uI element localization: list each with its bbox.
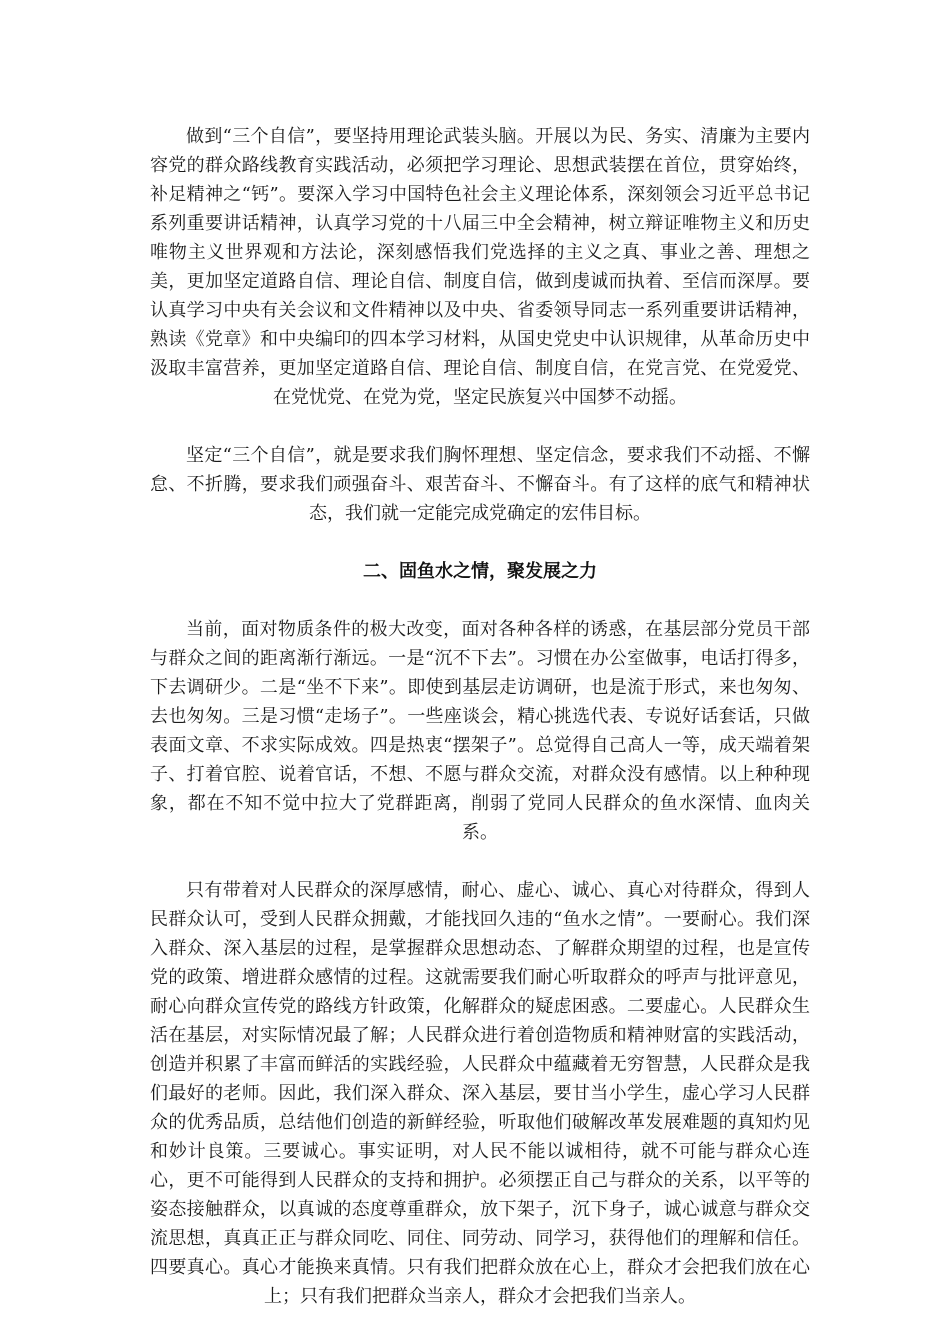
paragraph-gap — [150, 586, 810, 615]
document-body — [150, 122, 810, 1311]
section-heading: 二、固鱼水之情，聚发展之力 — [363, 561, 597, 582]
paragraph-three-confidences-theory: 做到“三个自信”，要坚持用理论武装头脑。开展以为民、务实、清廉为主要内容党的群众路线教育实践活动，必须把学习理论、思想武装摆在首位，贯穿始终，补足精神之“钙”。要深入学习中国特色社会主义理论体系，深刻领会习近平总书记系列重要讲话精神，认真学习党的十八届三中全会精神，树立辩证唯物主义和历史唯物主义世界观和方法论，深刻感悟我们党选择的主义之真、事业之善、理想之美，更加坚定道路自信、理论自信、制度自信，做到虔诚而执着、至信而深厚。要认真学习中央有关会议和文件精神以及中央、省委领导同志一系列重要讲话精神，熟读《党章》和中央编印的四本学习材料，从国史党史中认识规律，从革命历史中汲取丰富营养，更加坚定道路自信、理论自信、制度自信，在党言党、在党爱党、在党忧党、在党为党，坚定民族复兴中国梦不动摇。 — [150, 126, 810, 408]
paragraph-gap — [150, 528, 810, 557]
paragraph-gap — [150, 847, 810, 876]
paragraph-current-problems: 当前，面对物质条件的极大改变，面对各种各样的诱惑，在基层部分党员干部与群众之间的距离渐行渐远。一是“沉不下去”。习惯在办公室做事，电话打得多，下去调研少。二是“坐不下来”。即使到基层走访调研，也是流于形式，来也匆匆、去也匆匆。三是习惯“走场子”。一些座谈会，精心挑选代表、专说好话套话，只做表面文章、不求实际成效。四是热衷“摆架子”。总觉得自己高人一等，成天端着架子、打着官腔、说着官话，不想、不愿与群众交流，对群众没有感情。以上种种现象，都在不知不觉中拉大了党群距离，削弱了党同人民群众的鱼水深情、血肉关系。 — [150, 619, 810, 843]
paragraph-three-confidences-goal: 坚定“三个自信”，就是要求我们胸怀理想、坚定信念，要求我们不动摇、不懈怠、不折腾，要求我们顽强奋斗、艰苦奋斗、不懈奋斗。有了这样的底气和精神状态，我们就一定能完成党确定的宏伟目标。 — [150, 445, 810, 524]
paragraph-fish-water-relationship: 只有带着对人民群众的深厚感情，耐心、虚心、诚心、真心对待群众，得到人民群众认可，受到人民群众拥戴，才能找回久违的“鱼水之情”。一要耐心。我们深入群众、深入基层的过程，是掌握群众思想动态、了解群众期望的过程，也是宣传党的政策、增进群众感情的过程。这就需要我们耐心听取群众的呼声与批评意见，耐心向群众宣传党的路线方针政策，化解群众的疑虑困惑。二要虚心。人民群众生活在基层，对实际情况最了解；人民群众进行着创造物质和精神财富的实践活动，创造并积累了丰富而鲜活的实践经验，人民群众中蕴藏着无穷智慧，人民群众是我们最好的老师。因此，我们深入群众、深入基层，要甘当小学生，虚心学习人民群众的优秀品质，总结他们创造的新鲜经验，听取他们破解改革发展难题的真知灼见和妙计良策。三要诚心。事实证明，对人民不能以诚相待，就不可能与群众心连心，更不可能得到人民群众的支持和拥护。必须摆正自己与群众的关系，以平等的姿态接触群众，以真诚的态度尊重群众，放下架子，沉下身子，诚心诚意与群众交流思想，真真正正与群众同吃、同住、同劳动、同学习，获得他们的理解和信任。四要真心。真心才能换来真情。只有我们把群众放在心上，群众才会把我们放在心上；只有我们把群众当亲人，群众才会把我们当亲人。 — [150, 880, 810, 1307]
paragraph-gap — [150, 412, 810, 441]
